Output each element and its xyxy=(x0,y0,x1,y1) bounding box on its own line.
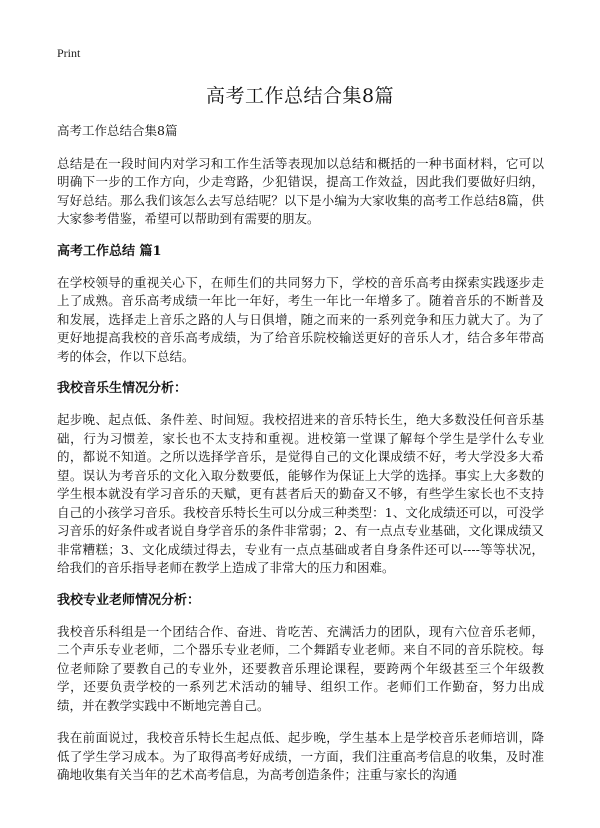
section1-paragraph: 在学校领导的重视关心下，在师生们的共同努力下，学校的音乐高考由探索实践逐步走上了成熟。音乐高考成绩一年比一年好，考生一年比一年增多了。随着音乐的不断普及和发展，选择走上音乐之路的人与日俱增，随之而来的一系列竞争和压力就大了。为了更好地提高我校的音乐高考成绩，为了给音乐院校输送更好的音乐人才，结合多年带高考的体会，作以下总结。 xyxy=(57,274,544,364)
document-subtitle: 高考工作总结合集8篇 xyxy=(57,123,178,138)
document-body xyxy=(57,122,544,799)
print-label: Print xyxy=(57,46,81,60)
section3-heading: 我校专业老师情况分析： xyxy=(57,592,201,608)
intro-paragraph: 总结是在一段时间内对学习和工作生活等表现加以总结和概括的一种书面材料，它可以明确下一步的工作方向，少走弯路，少犯错误，提高工作效益，因此我们要做好归纳，写好总结。那么我们该怎么去写总结呢？以下是小编为大家收集的高考工作总结8篇，供大家参考借鉴，希望可以帮助到有需要的朋友。 xyxy=(57,155,544,226)
section1-heading: 高考工作总结 篇1 xyxy=(57,243,162,259)
section3-paragraph-1: 我校音乐科组是一个团结合作、奋进、肯吃苦、充满活力的团队，现有六位音乐老师，二个声乐专业老师，二个器乐专业老师，二个舞蹈专业老师。来自不同的音乐院校。每位老师除了要教自己的专业外，还要教音乐理论课程，要跨两个年级甚至三个年级教学，还要负责学校的一系列艺术活动的辅导、组织工作。老师们工作勤奋，努力出成绩，并在教学实践中不断地完善自己。 xyxy=(57,623,544,713)
document-title: 高考工作总结合集8篇 xyxy=(205,85,395,107)
section3-paragraph-2: 我在前面说过，我校音乐特长生起点低、起步晚，学生基本上是学校音乐老师培训，降低了学生学习成本。为了取得高考好成绩，一方面，我们注重高考信息的收集，及时准确地收集有关当年的艺术高考信息，为高考创造条件；注重与家长的沟通 xyxy=(57,730,544,782)
section2-heading: 我校音乐生情况分析： xyxy=(57,381,188,396)
section2-paragraph: 起步晚、起点低、条件差、时间短。我校招进来的音乐特长生，绝大多数没任何音乐基础，行为习惯差，家长也不太支持和重视。进校第一堂课了解每个学生是学什么专业的，都说不知道。之所以选择学音乐，是觉得自己的文化课成绩不好，考大学没多大希望。误认为考音乐的文化入取分数要低，能够作为保证上大学的选择。事实上大多数的学生根本就没有学习音乐的天赋，更有甚者后天的勤奋又不够，有些学生家长也不支持自己的小孩学习音乐。我校音乐特长生可以分成三种类型：1、文化成绩还可以，可没学习音乐的好条件或者说自身学音乐的条件非常弱；2、有一点点专业基础，文化课成绩又非常糟糕；3、文化成绩过得去，专业有一点点基础或者自身条件还可以----等等状况，给我们的音乐指导老师在教学上造成了非常大的压力和困难。 xyxy=(57,412,544,575)
